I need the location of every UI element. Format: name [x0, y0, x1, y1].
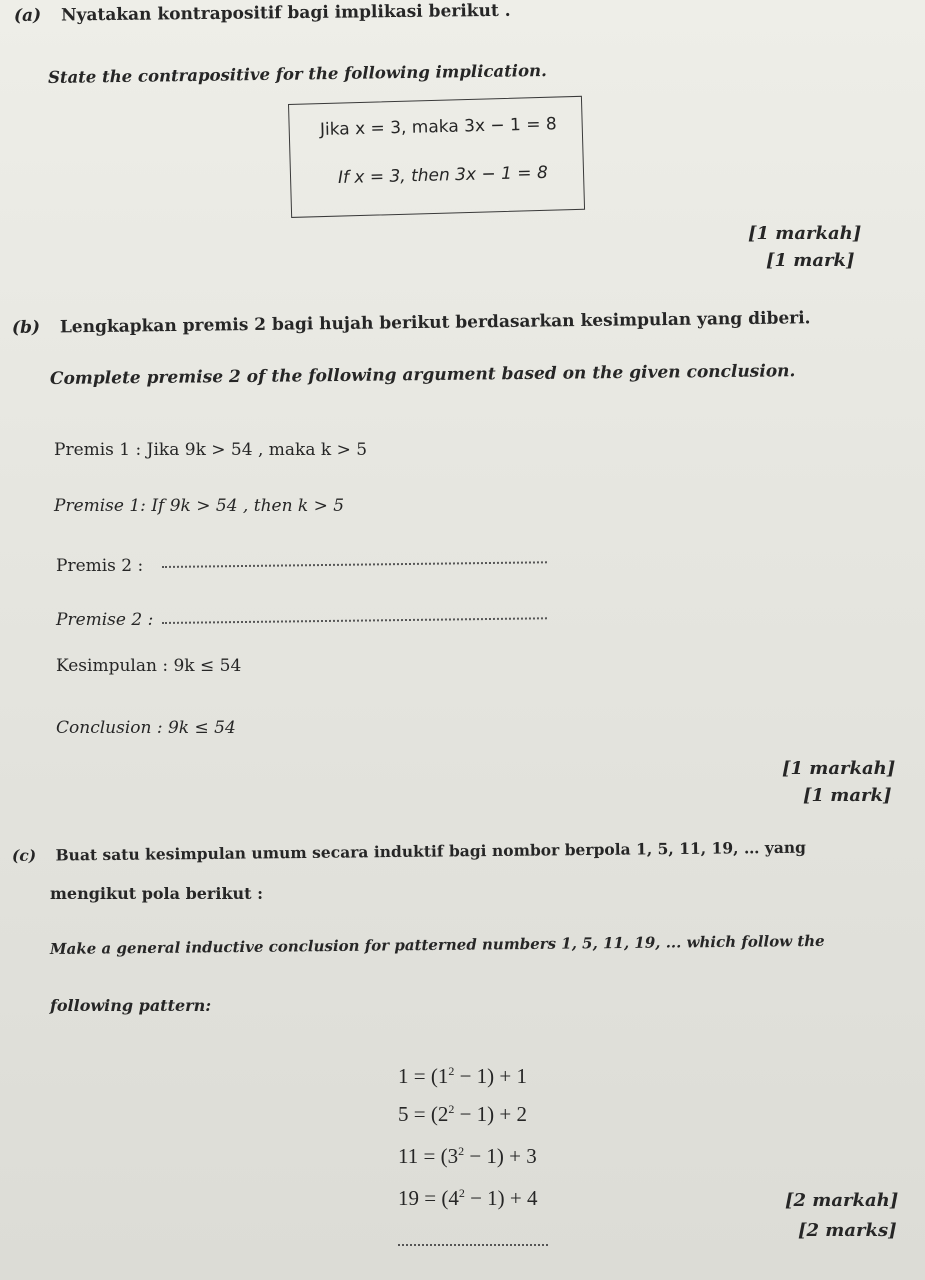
implication-english: If x = 3, then 3x − 1 = 8	[337, 162, 549, 188]
part-a-mark-english: [1 mark]	[766, 250, 855, 271]
premise1-english: Premise 1: If 9k > 54 , then k > 5	[54, 496, 345, 516]
pattern-answer-line[interactable]	[398, 1244, 548, 1246]
premise2-malay-answer-line[interactable]	[162, 561, 547, 568]
part-c-malay-question-line2: mengikut pola berikut :	[50, 884, 264, 903]
conclusion-malay: Kesimpulan : 9k ≤ 54	[56, 656, 242, 676]
part-c-mark-english: [2 marks]	[798, 1220, 897, 1241]
pattern-equation: $19 = (4^2 - 1) + 4$	[398, 1186, 538, 1210]
part-a-english-question: State the contrapositive for the following implication.	[47, 61, 547, 87]
premise2-english-label: Premise 2 :	[56, 610, 154, 630]
part-c-mark-malay: [2 markah]	[785, 1190, 899, 1211]
premise2-malay-label: Premis 2 :	[56, 556, 144, 576]
conclusion-english: Conclusion : 9k ≤ 54	[56, 718, 236, 738]
part-a-mark-malay: [1 markah]	[748, 223, 862, 244]
part-b-label: (b)	[11, 317, 41, 338]
part-a-malay-question	[14, 1, 511, 26]
premise1-malay: Premis 1 : Jika 9k > 54 , maka k > 5	[54, 440, 368, 460]
part-c-english-question-line1: Make a general inductive conclusion for patterned numbers 1, 5, 11, 19, ... which follow the	[49, 931, 825, 958]
part-b-mark-english: [1 mark]	[803, 785, 892, 806]
part-b-malay-question	[12, 308, 811, 338]
part-a-label: (a)	[13, 5, 42, 26]
part-b-english-question: Complete premise 2 of the following argument based on the given conclusion.	[49, 361, 796, 389]
premise2-english-answer-line[interactable]	[162, 617, 547, 624]
part-a-malay-text: Nyatakan kontrapositif bagi implikasi berikut .	[60, 0, 511, 26]
pattern-equation: $1 = (1^2 - 1) + 1$	[398, 1064, 528, 1088]
part-c-malay-question-line1	[12, 838, 806, 865]
pattern-equation: $5 = (2^2 - 1) + 2$	[398, 1102, 528, 1126]
part-c-english-question-line2: following pattern:	[50, 996, 212, 1015]
pattern-equation: $11 = (3^2 - 1) + 3$	[398, 1144, 537, 1168]
part-c-malay-text-line1: Buat satu kesimpulan umum secara induktif bagi nombor berpola 1, 5, 11, 19, … yang	[55, 837, 807, 865]
part-c-label: (c)	[11, 845, 37, 865]
part-b-malay-text: Lengkapkan premis 2 bagi hujah berikut berdasarkan kesimpulan yang diberi.	[59, 308, 811, 338]
part-b-mark-malay: [1 markah]	[782, 758, 896, 779]
implication-malay: Jika x = 3, maka 3x − 1 = 8	[319, 114, 557, 140]
